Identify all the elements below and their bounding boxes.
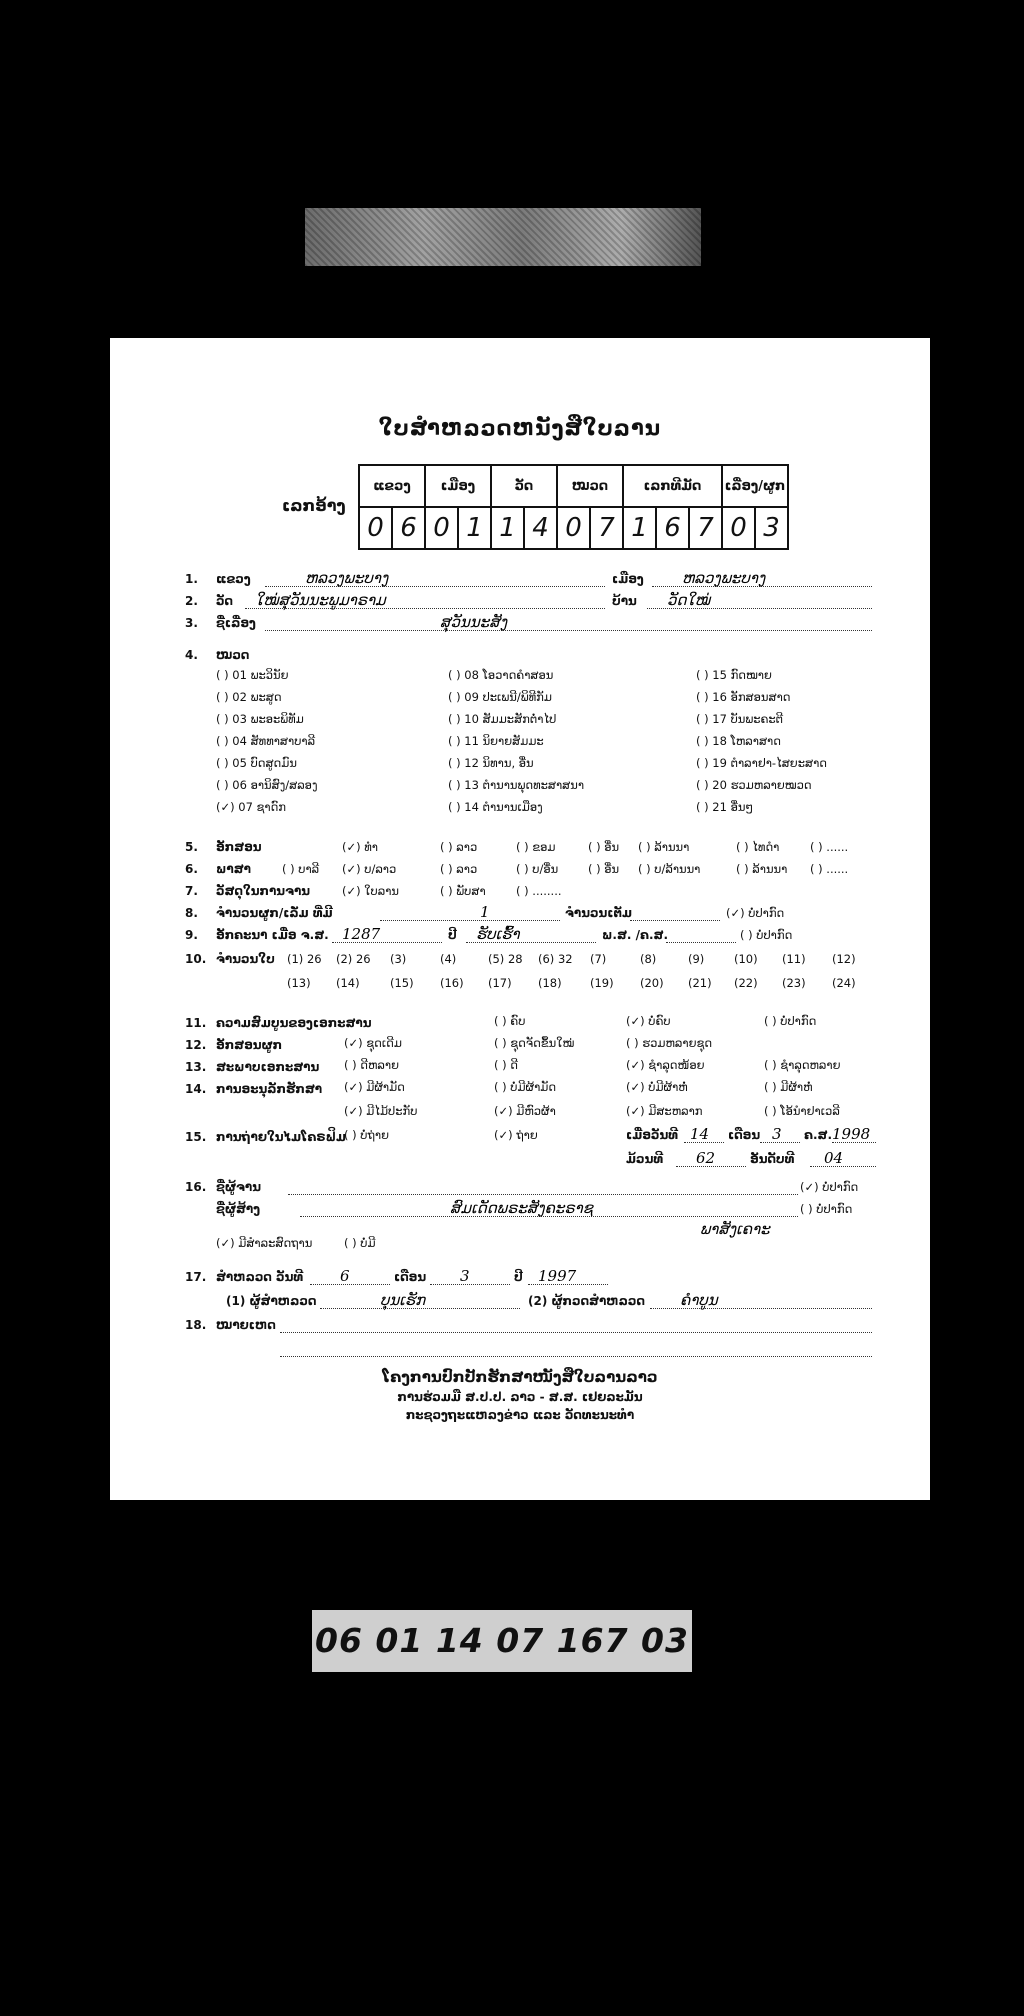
leaf-count-cell: (8): [640, 952, 657, 966]
language-option[interactable]: ( ) ລ້ານນາ: [736, 862, 788, 876]
bundle-type-option[interactable]: ( ) ຮວມຫລາຍຊຸດ: [626, 1036, 713, 1050]
leaf-count-cell: (24): [832, 976, 856, 990]
sponsor-unknown-option[interactable]: ( ) ບໍ່ປາກົດ: [800, 1202, 853, 1216]
surveyor-label: (1) ຜູ້ສຳຫລວດ: [226, 1294, 317, 1308]
bundle-type-label: ອັກສອນຜູກ: [216, 1038, 283, 1052]
preservation-option[interactable]: (✓) ມີສະຫລາກ: [626, 1104, 703, 1118]
code-digit: 0: [722, 507, 755, 549]
leaf-count-cell: (4): [440, 952, 457, 966]
be-ad-label: ພ.ສ. /ຄ.ສ.: [602, 928, 669, 942]
field-number: 9.: [185, 928, 198, 942]
preservation-option[interactable]: (✓) ມີໄມ້ປະກັບ: [344, 1104, 418, 1118]
leaf-count-cell: (18): [538, 976, 562, 990]
script-label: ອັກສອນ: [216, 840, 262, 854]
language-option[interactable]: (✓) ບ/ລາວ: [342, 862, 397, 876]
category-option[interactable]: ( ) 21 ອື່ນໆ: [696, 800, 754, 814]
code-digit: 6: [392, 507, 425, 549]
code-table: [358, 464, 789, 550]
leaf-count-cell: (11): [782, 952, 806, 966]
category-option[interactable]: ( ) 08 ໂອວາດຄຳສອນ: [448, 668, 554, 682]
category-option[interactable]: (✓) 07 ຊາດົກ: [216, 800, 287, 814]
category-option[interactable]: ( ) 02 ພະສູດ: [216, 690, 282, 704]
category-option[interactable]: ( ) 16 ອັກສອນສາດ: [696, 690, 791, 704]
script-option[interactable]: ( ) ລາວ: [440, 840, 478, 854]
preservation-option[interactable]: ( ) ມີຜ້າຫໍ່: [764, 1080, 813, 1094]
language-option[interactable]: ( ) ລາວ: [440, 862, 478, 876]
field-number: 7.: [185, 884, 198, 898]
form-title: ໃບສຳຫລວດຫນັງສືໃບລານ: [378, 416, 662, 440]
code-digit: 1: [623, 507, 656, 549]
leaf-count-cell: (14): [336, 976, 360, 990]
category-option[interactable]: ( ) 01 ພະວິນັຍ: [216, 668, 289, 682]
code-digit: 0: [557, 507, 590, 549]
microfilm-date-label: ເມື່ອວັນທີ: [626, 1128, 679, 1142]
leaf-count-cell: (15): [390, 976, 414, 990]
district-field: ຫລວງພະບາງ: [652, 568, 872, 587]
language-option[interactable]: ( ) ......: [810, 862, 849, 876]
script-option[interactable]: ( ) ອື່ນ: [588, 840, 620, 854]
field-number: 2.: [185, 594, 198, 608]
code-digit: 7: [689, 507, 722, 549]
scribe-label: ຊື່ຜູ້ຈານ: [216, 1180, 261, 1194]
leaf-count-cell: (7): [590, 952, 607, 966]
province-label: ແຂວງ: [216, 572, 251, 586]
survey-month-field: 3: [430, 1266, 510, 1285]
script-option[interactable]: ( ) ໄທດຳ: [736, 840, 780, 854]
category-option[interactable]: ( ) 18 ໂຫລາສາດ: [696, 734, 781, 748]
completeness-option[interactable]: ( ) ບໍ່ປາກົດ: [764, 1014, 817, 1028]
category-option[interactable]: ( ) 04 ສັທທາສາບາລີ: [216, 734, 316, 748]
survey-form: [110, 338, 930, 1500]
completeness-option[interactable]: (✓) ບໍ່ຄົບ: [626, 1014, 671, 1028]
roll-field: 62: [676, 1148, 746, 1167]
material-option[interactable]: ( ) ພັບສາ: [440, 884, 486, 898]
field-number: 12.: [185, 1038, 207, 1052]
temple-label: ວັດ: [216, 594, 234, 608]
bundle-count-field: 1: [380, 902, 560, 921]
code-digit: 4: [524, 507, 557, 549]
district-label: ເມືອງ: [612, 572, 644, 586]
leaf-count-cell: (1) 26: [287, 952, 322, 966]
leaf-count-cell: (22): [734, 976, 758, 990]
film-frame-number: 06 01 14 07 167 03: [315, 1621, 689, 1660]
date-written-label: ອັກຄະນາ ເມື່ອ ຈ.ສ.: [216, 928, 329, 942]
field-number: 1.: [185, 572, 198, 586]
language-option[interactable]: ( ) ບ/ອື່ນ: [516, 862, 559, 876]
full-count-field: [630, 902, 720, 921]
doc-number-label: ເລກອ້າງ: [282, 496, 346, 515]
remarks-field: [280, 1314, 872, 1333]
code-digit: 1: [458, 507, 491, 549]
roll-label: ມ້ວນທີ: [626, 1152, 664, 1166]
language-option[interactable]: ( ) ບ/ລ້ານນາ: [638, 862, 701, 876]
category-option[interactable]: ( ) 03 ພະອະພິທັມ: [216, 712, 304, 726]
category-option[interactable]: ( ) 20 ຮວມຫລາຍໝວດ: [696, 778, 812, 792]
sponsor-note: ພາສັງເຄາະ: [700, 1220, 770, 1238]
sequence-label: ອັນດັບທີ: [750, 1152, 795, 1166]
field-number: 18.: [185, 1318, 207, 1332]
completeness-label: ຄວາມສົມບູນຂອງເອກະສານ: [216, 1016, 372, 1030]
category-option[interactable]: ( ) 05 ບົດສູດມົນ: [216, 756, 297, 770]
year-name-label: ປີ: [448, 928, 457, 942]
category-option[interactable]: ( ) 09 ປະເພນີ/ພິທີກັມ: [448, 690, 552, 704]
field-number: 13.: [185, 1060, 207, 1074]
field-number: 16.: [185, 1180, 207, 1194]
title-label: ຊື່ເລື່ອງ: [216, 616, 256, 630]
preservation-option[interactable]: (✓) ບໍ່ມີຜ້າຫໍ່: [626, 1080, 688, 1094]
village-field: ວັດໃໝ່: [647, 590, 872, 609]
province-field: ຫລວງພະບາງ: [265, 568, 605, 587]
village-label: ບ້ານ: [612, 594, 637, 608]
microfilm-month-field: 3: [760, 1124, 800, 1143]
preservation-option[interactable]: ( ) ໂອ້ນຳຢາເວລີ: [764, 1104, 840, 1118]
redacted-header-strip: [305, 208, 701, 266]
condition-option[interactable]: ( ) ດີ: [494, 1058, 518, 1072]
be-ad-field: [666, 924, 736, 943]
leaf-count-cell: (5) 28: [488, 952, 523, 966]
colophon-option[interactable]: (✓) ມີສຳລະສົດຖານ: [216, 1236, 313, 1250]
category-label: ໝວດ: [216, 648, 250, 662]
leaf-count-cell: (2) 26: [336, 952, 371, 966]
condition-label: ສະພາບເອກະສານ: [216, 1060, 320, 1074]
language-label: ພາສາ: [216, 862, 251, 876]
script-option[interactable]: (✓) ທຳ: [342, 840, 378, 854]
leaf-count-cell: (20): [640, 976, 664, 990]
survey-month-label: ເດືອນ: [394, 1270, 427, 1284]
code-digit: 0: [359, 507, 392, 549]
code-digit: 6: [656, 507, 689, 549]
title-field: ສຸວັນນະສັງ: [265, 612, 872, 631]
leaf-count-cell: (21): [688, 976, 712, 990]
code-digit: 3: [755, 507, 788, 549]
footer-cooperation: ການຮ່ວມມື ສ.ປ.ປ. ລາວ - ສ.ສ. ເຢຍລະມັນ: [397, 1390, 643, 1404]
leaf-count-cell: (10): [734, 952, 758, 966]
material-option[interactable]: ( ) ........: [516, 884, 562, 898]
bundle-type-option[interactable]: ( ) ຊຸດຈັດຂຶ້ນໃໝ່: [494, 1036, 575, 1050]
condition-option[interactable]: ( ) ດີຫລາຍ: [344, 1058, 399, 1072]
leaf-count-label: ຈຳນວນໃບ: [216, 952, 275, 966]
checker-field: ຄຳບູນ: [650, 1290, 872, 1309]
microfilm-label: ການຖ່າຍໃນໄມໂຄຣຟິມ: [216, 1130, 347, 1144]
date-unknown-option[interactable]: ( ) ບໍ່ປາກົດ: [740, 928, 793, 942]
field-number: 11.: [185, 1016, 207, 1030]
survey-date-label: ສຳຫລວດ ວັນທີ: [216, 1270, 304, 1284]
category-option[interactable]: ( ) 12 ນິທານ, ອື່ນ: [448, 756, 534, 770]
field-number: 6.: [185, 862, 198, 876]
field-number: 14.: [185, 1082, 207, 1096]
script-option[interactable]: ( ) ລ້ານນາ: [638, 840, 690, 854]
year-name-field: ຮັບເຮົ້າ: [466, 924, 596, 943]
condition-option[interactable]: ( ) ຊຳລຸດຫລາຍ: [764, 1058, 841, 1072]
cs-year-field: 1287: [332, 924, 442, 943]
survey-day-field: 6: [310, 1266, 390, 1285]
material-option[interactable]: (✓) ໃບລານ: [342, 884, 399, 898]
code-digit: 1: [491, 507, 524, 549]
microfilm-month-label: ເດືອນ: [728, 1128, 761, 1142]
full-count-unknown-option[interactable]: (✓) ບໍ່ປາກົດ: [726, 906, 785, 920]
field-number: 15.: [185, 1130, 207, 1144]
microfilm-option[interactable]: (✓) ຖ່າຍ: [494, 1128, 538, 1142]
condition-option[interactable]: (✓) ຊຳລຸດໜ້ອຍ: [626, 1058, 705, 1072]
leaf-count-cell: (17): [488, 976, 512, 990]
leaf-count-cell: (9): [688, 952, 705, 966]
microfilm-year-field: 1998: [832, 1124, 876, 1143]
footer-project: ໂຄງການປົກປັກຮັກສາໜັງສືໃບລານລາວ: [382, 1368, 658, 1386]
material-label: ວັສດຸໃນການຈານ: [216, 884, 311, 898]
language-option[interactable]: ( ) ບາລີ: [282, 862, 320, 876]
remarks-label: ໝາຍເຫດ: [216, 1318, 276, 1332]
remarks-field: [280, 1338, 872, 1357]
code-header: ເມືອງ: [425, 465, 491, 507]
full-count-label: ຈຳນວນເຕັມ: [565, 906, 632, 920]
code-header: ວັດ: [491, 465, 557, 507]
leaf-count-cell: (16): [440, 976, 464, 990]
code-header: ໝວດ: [557, 465, 623, 507]
code-header: ເລື່ອງ/ຜູກ: [722, 465, 788, 507]
leaf-count-cell: (13): [287, 976, 311, 990]
footer-ministry: ກະຊວງຖະແຫລງຂ່າວ ແລະ ວັດທະນະທຳ: [405, 1408, 635, 1422]
scribe-unknown-option[interactable]: (✓) ບໍ່ປາກົດ: [800, 1180, 859, 1194]
category-option[interactable]: ( ) 19 ຕຳລາຢາ-ໄສຍະສາດ: [696, 756, 827, 770]
film-frame-label: [312, 1610, 692, 1672]
leaf-count-cell: (6) 32: [538, 952, 573, 966]
preservation-option[interactable]: (✓) ມີຜ້າມັດ: [344, 1080, 405, 1094]
category-option[interactable]: ( ) 17 ບັນພະຄະຕີ: [696, 712, 784, 726]
field-number: 3.: [185, 616, 198, 630]
sponsor-label: ຊື່ຜູ້ສ້າງ: [216, 1202, 261, 1216]
bundle-count-label: ຈຳນວນຜູກ/ເລັ່ມ ທີ່ມີ: [216, 906, 333, 920]
leaf-count-cell: (23): [782, 976, 806, 990]
sequence-field: 04: [810, 1148, 876, 1167]
temple-field: ໃໝ່ສຸວັນນະພູມາຣາມ: [245, 590, 605, 609]
field-number: 4.: [185, 648, 198, 662]
language-option[interactable]: ( ) ອື່ນ: [588, 862, 620, 876]
code-header: ເລກທີມັດ: [623, 465, 722, 507]
category-option[interactable]: ( ) 13 ຕຳນານພຸດທະສາສນາ: [448, 778, 585, 792]
code-header: ແຂວງ: [359, 465, 425, 507]
category-option[interactable]: ( ) 11 ນິຍາຍສັມມະ: [448, 734, 544, 748]
sponsor-field: ສົມເດັດພຣະສັງຄະຣາຊ: [300, 1198, 798, 1217]
colophon-option[interactable]: ( ) ບໍ່ມີ: [344, 1236, 376, 1250]
field-number: 10.: [185, 952, 207, 966]
category-option[interactable]: ( ) 06 ອານິສົງ/ສລອງ: [216, 778, 318, 792]
script-option[interactable]: ( ) ......: [810, 840, 849, 854]
bundle-type-option[interactable]: (✓) ຊຸດເດີມ: [344, 1036, 402, 1050]
category-option[interactable]: ( ) 10 ສັມມະສັກຕ່ຳໄປ: [448, 712, 557, 726]
script-option[interactable]: ( ) ຂອມ: [516, 840, 556, 854]
field-number: 8.: [185, 906, 198, 920]
preservation-option[interactable]: ( ) ບໍ່ມີຜ້າມັດ: [494, 1080, 557, 1094]
leaf-count-cell: (12): [832, 952, 856, 966]
category-option[interactable]: ( ) 14 ຕຳນານເມືອງ: [448, 800, 543, 814]
category-option[interactable]: ( ) 15 ກົດໝາຍ: [696, 668, 772, 682]
completeness-option[interactable]: ( ) ຄົບ: [494, 1014, 526, 1028]
code-digit: 0: [425, 507, 458, 549]
survey-year-label: ປີ: [514, 1270, 523, 1284]
field-number: 17.: [185, 1270, 207, 1284]
code-digit: 7: [590, 507, 623, 549]
preservation-option[interactable]: (✓) ມີຫົວຜ້າ: [494, 1104, 556, 1118]
surveyor-field: ບຸນເຮັກ: [320, 1290, 520, 1309]
checker-label: (2) ຜູ້ກວດສຳຫລວດ: [528, 1294, 645, 1308]
microfilm-day-field: 14: [684, 1124, 724, 1143]
scribe-field: [288, 1176, 798, 1195]
survey-year-field: 1997: [528, 1266, 608, 1285]
microfilm-option[interactable]: ( ) ບໍ່ຖ່າຍ: [344, 1128, 389, 1142]
leaf-count-cell: (3): [390, 952, 407, 966]
preservation-label: ການອະນຸລັກຮັກສາ: [216, 1082, 323, 1096]
microfilm-year-label: ຄ.ສ.: [804, 1128, 833, 1142]
leaf-count-cell: (19): [590, 976, 614, 990]
field-number: 5.: [185, 840, 198, 854]
